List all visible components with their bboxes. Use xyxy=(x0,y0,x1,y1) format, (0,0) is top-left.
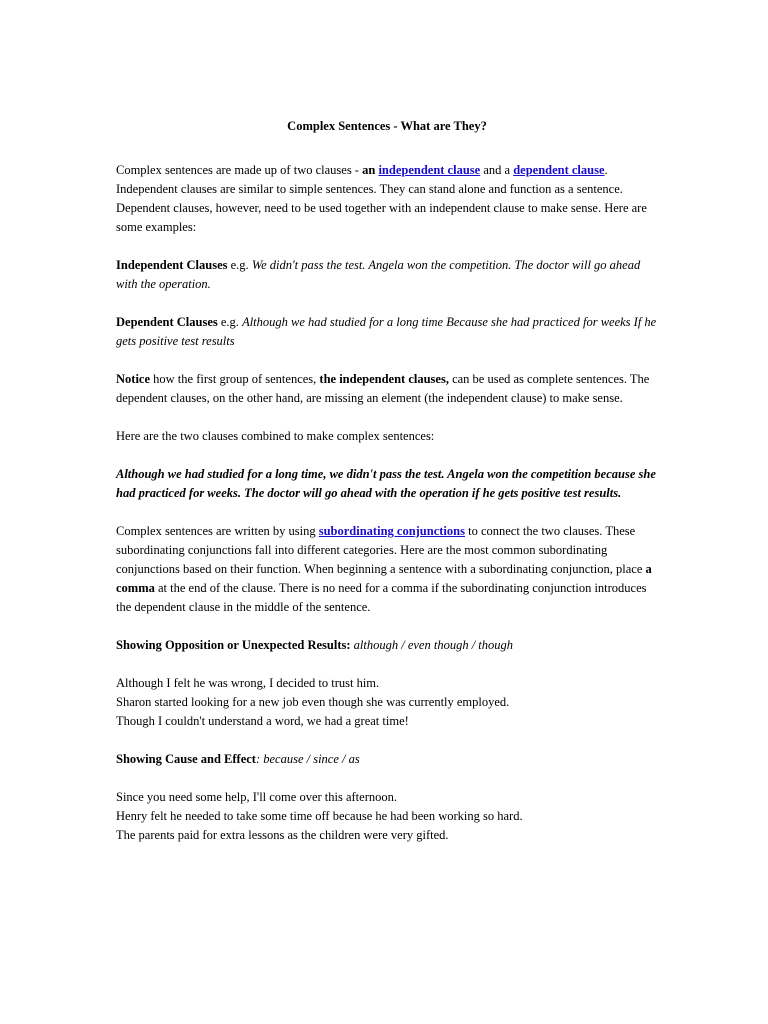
cause-words: : because / since / as xyxy=(255,752,360,766)
dependent-examples: Although we had studied for a long time Because she had practiced for weeks If he gets positive test results xyxy=(116,315,657,348)
dependent-clauses-paragraph xyxy=(116,313,658,351)
conjunctions-bold: a comma xyxy=(116,562,652,595)
intro-text-1: Complex sentences are made up of two clauses - xyxy=(116,163,363,177)
dependent-eg: e.g. xyxy=(217,315,243,329)
example-line: Although I felt he was wrong, I decided to trust him. xyxy=(116,676,380,690)
dependent-clause-link[interactable]: dependent clause xyxy=(513,163,605,177)
independent-examples: We didn't pass the test. Angela won the competition. The doctor will go ahead with the operation. xyxy=(116,258,641,291)
opposition-heading xyxy=(116,636,658,655)
combined-sentences: Although we had studied for a long time, we didn't pass the test. Angela won the competition because she had practiced for weeks. The doctor will go ahead with the operation if he gets positive test results. xyxy=(116,467,656,500)
cause-examples xyxy=(116,788,658,845)
example-line: Though I couldn't understand a word, we had a great time! xyxy=(116,714,409,728)
conjunctions-text-2: to connect the two clauses. These subordinating conjunctions fall into different categories. Here are the most common subordinating conjunctions based on their function. When beginning a sentence with a subordinating conjunction, place xyxy=(116,524,646,576)
conjunctions-paragraph xyxy=(116,522,658,617)
conjunctions-text-1: Complex sentences are written by using xyxy=(116,524,319,538)
example-line: Since you need some help, I'll come over this afternoon. xyxy=(116,790,397,804)
combined-intro: Here are the two clauses combined to make complex sentences: xyxy=(116,429,435,443)
example-line: Sharon started looking for a new job even though she was currently employed. xyxy=(116,695,510,709)
notice-text-2: can be used as complete sentences. The dependent clauses, on the other hand, are missing an element (the independent clause) to make sense. xyxy=(116,372,650,405)
independent-eg: e.g. xyxy=(227,258,252,272)
notice-label: Notice xyxy=(116,372,151,386)
example-line: The parents paid for extra lessons as the children were very gifted. xyxy=(116,828,449,842)
independent-clauses-label: Independent Clauses xyxy=(116,258,228,272)
dependent-clauses-label: Dependent Clauses xyxy=(116,315,218,329)
intro-an: an xyxy=(362,163,379,177)
independent-clauses-paragraph xyxy=(116,256,658,294)
intro-paragraph xyxy=(116,161,658,237)
notice-paragraph xyxy=(116,370,658,408)
example-line: Henry felt he needed to take some time off because he had been working so hard. xyxy=(116,809,523,823)
intro-text-2: and a xyxy=(480,163,514,177)
opposition-label: Showing Opposition or Unexpected Results: xyxy=(116,638,351,652)
cause-heading xyxy=(116,750,658,769)
notice-bold: the independent clauses, xyxy=(319,372,449,386)
intro-text-3: . Independent clauses are similar to simple sentences. They can stand alone and function as a sentence. Dependent clauses, however, need to be used together with an independent clause to make sense. Here are some examples: xyxy=(116,163,647,234)
opposition-words: although / even though / though xyxy=(350,638,514,652)
document-title: Complex Sentences - What are They? xyxy=(287,119,487,133)
subordinating-conjunctions-link[interactable]: subordinating conjunctions xyxy=(318,524,465,538)
independent-clause-link[interactable]: independent clause xyxy=(378,163,481,177)
conjunctions-text-3: at the end of the clause. There is no need for a comma if the subordinating conjunction introduces the dependent clause in the middle of the sentence. xyxy=(116,581,647,614)
cause-label: Showing Cause and Effect xyxy=(116,752,256,766)
notice-text-1: how the first group of sentences, xyxy=(150,372,320,386)
opposition-examples xyxy=(116,674,658,731)
